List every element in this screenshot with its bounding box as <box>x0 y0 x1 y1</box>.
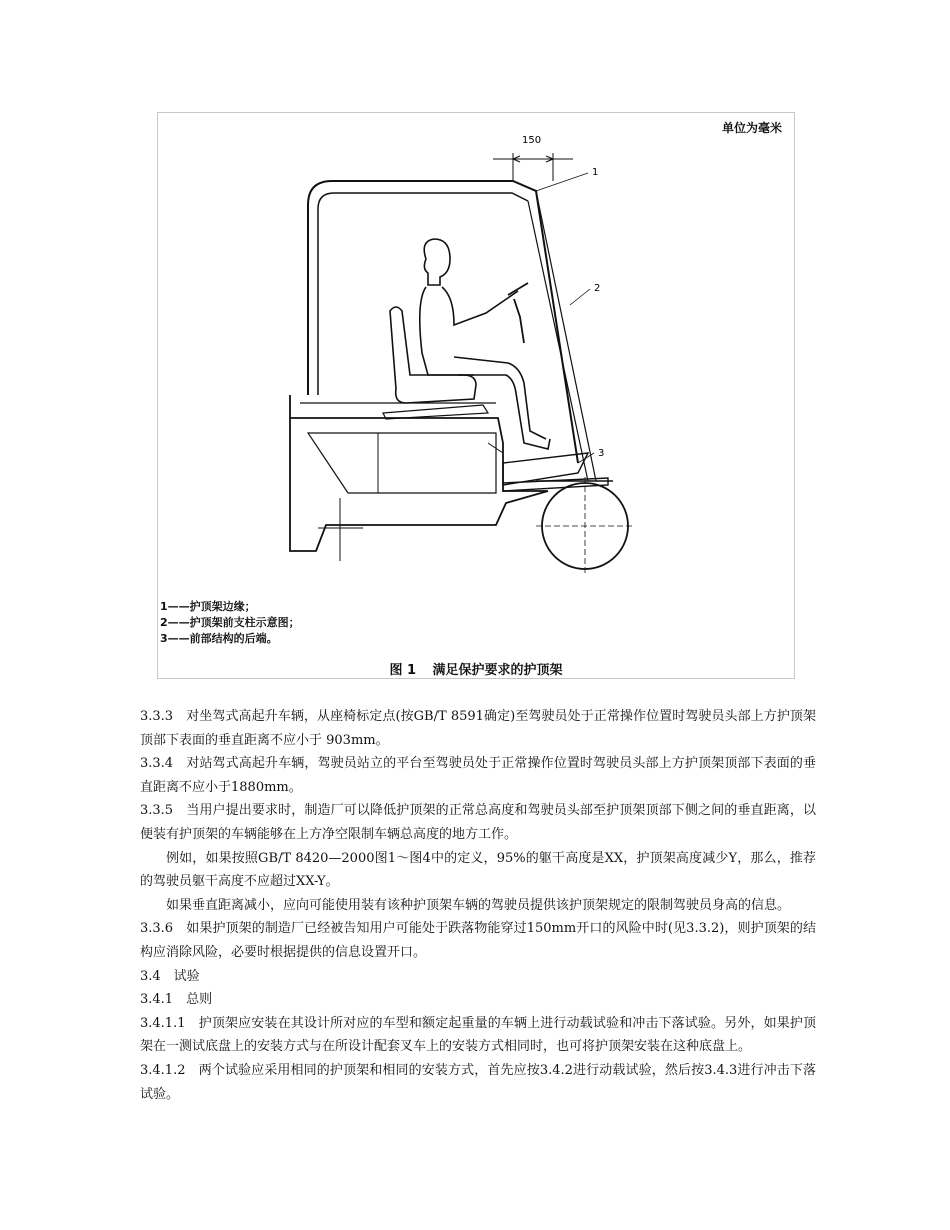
legend-item-1: 1——护顶架边缘； <box>160 600 256 613</box>
clause-3-3-3: 3.3.3 对坐驾式高起升车辆，从座椅标定点(按GB/T 8591确定)至驾驶员处于正常操作位置时驾驶员头部上方护顶架顶部下表面的垂直距离不应小于 903mm。 <box>140 709 816 748</box>
caption-title: 满足保护要求的护顶架 <box>432 663 563 678</box>
document-body <box>140 705 816 1106</box>
example-paragraph: 例如，如果按照GB/T 8420—2000图1～图4中的定义，95%的躯干高度是XX，护顶架高度减少Y，那么，推荐的驾驶员躯干高度不应超过XX-Y。 <box>140 850 816 890</box>
heading-3-4: 3.4 试验 <box>140 968 200 984</box>
clause-3-3-5: 3.3.5 当用户提出要求时，制造厂可以降低护顶架的正常总高度和驾驶员头部至护顶架顶部下侧之间的垂直距离，以便装有护顶架的车辆能够在上方净空限制车辆总高度的地方工作。 <box>140 803 816 842</box>
note-paragraph: 如果垂直距离减小，应向可能使用装有该种护顶架车辆的驾驶员提供该护顶架规定的限制驾驶员身高的信息。 <box>166 897 791 913</box>
callout-1: 1 <box>592 167 599 178</box>
callout-2: 2 <box>594 283 601 294</box>
front-pillar <box>528 201 588 481</box>
heading-3-4-1: 3.4.1 总则 <box>140 992 213 1008</box>
dimension-150 <box>493 153 573 181</box>
figure-caption <box>158 659 794 678</box>
clause-3-3-4: 3.3.4 对站驾式高起升车辆，驾驶员站立的平台至驾驶员处于正常操作位置时驾驶员头部上方护顶架顶部下表面的垂直距离不应小于1880mm。 <box>140 756 816 795</box>
figure-1 <box>157 112 795 679</box>
dimension-label: 150 <box>522 135 542 146</box>
legend-item-2: 2——护顶架前支柱示意图； <box>160 616 300 629</box>
driver-head <box>424 239 450 285</box>
caption-number: 图 1 <box>389 663 417 678</box>
legend-item-3: 3——前部结构的后端。 <box>160 632 278 645</box>
clause-3-3-6: 3.3.6 如果护顶架的制造厂已经被告知用户可能处于跌落物能穿过150mm开口的风险中时(见3.3.2)，则护顶架的结构应消除风险，必要时根据提供的信息设置开口。 <box>140 921 816 960</box>
guard-frame <box>308 181 578 463</box>
callout-3: 3 <box>598 448 605 459</box>
figure-legend <box>160 599 300 647</box>
clause-3-4-1-2: 3.4.1.2 两个试验应采用相同的护顶架和相同的安装方式，首先应按3.4.2进行动载试验，然后按3.4.3进行冲击下落试验。 <box>140 1062 816 1102</box>
driver-torso <box>420 287 474 375</box>
forklift-overhead-guard-drawing <box>158 113 794 593</box>
steering-wheel <box>508 283 528 343</box>
units-label: 单位为毫米 <box>721 121 782 135</box>
clause-3-4-1-1: 3.4.1.1 护顶架应安装在其设计所对应的车型和额定起重量的车辆上进行动载试验和冲击下落试验。另外，如果护顶架在一测试底盘上的安装方式与在所设计配套叉车上的安装方式相同时，也可将护顶架安装在这种底盘上。 <box>140 1015 816 1055</box>
